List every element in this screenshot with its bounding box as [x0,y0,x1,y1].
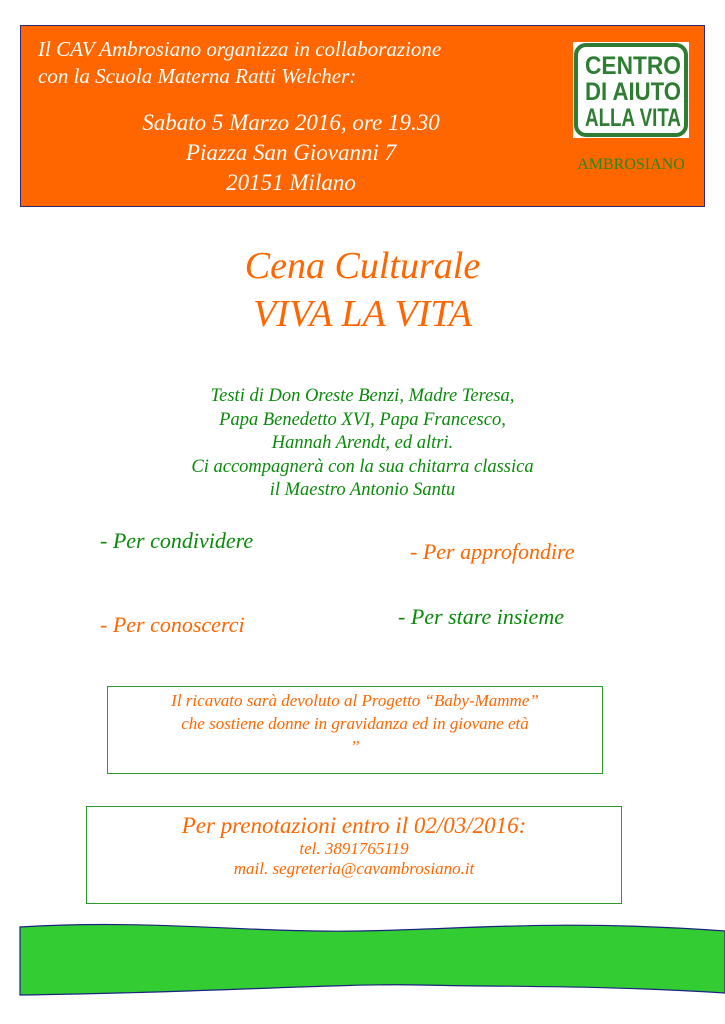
bullet-item: - Per conoscerci [100,612,245,637]
logo-subtitle: AMBROSIANO [577,156,685,173]
description-line: Hannah Arendt, ed altri. [271,433,454,453]
event-details [81,108,501,198]
bullet-item: - Per condividere [100,528,254,553]
title-line2: VIVA LA VITA [253,293,472,335]
event-city: 20151 Milano [226,170,356,195]
proceeds-line: Il ricavato sarà devoluto al Progetto “Baby-Mamme” [171,691,539,710]
intro-text [38,36,441,90]
logo-line: CENTRO [585,52,681,80]
event-address: Piazza San Giovanni 7 [185,140,397,165]
description-line: Ci accompagnerà con la sua chitarra classica [191,456,534,477]
proceeds-box [107,686,603,774]
booking-email: mail. segreteria@cavambrosiano.it [233,859,475,878]
booking-phone: tel. 3891765119 [299,839,409,858]
description-line: Papa Benedetto XVI, Papa Francesco, [219,409,506,430]
logo-line: DI AIUTO [585,78,681,106]
header-banner [20,25,705,207]
description-line: il Maestro Antonio Santu [269,480,456,500]
green-wave-banner [0,915,725,1005]
bullet-item: - Per approfondire [410,539,575,564]
logo-line: ALLA VITA [585,104,681,132]
intro-line: Il CAV Ambrosiano organizza in collaborazione [38,37,442,61]
booking-box [86,806,622,904]
bullet-item: - Per stare insieme [398,604,564,629]
description [0,385,725,503]
proceeds-line: ” [350,737,360,756]
title-line1: Cena Culturale [244,245,481,287]
event-date: Sabato 5 Marzo 2016, ore 19.30 [142,110,440,135]
cav-logo [573,42,689,138]
proceeds-line: che sostiene donne in gravidanza ed in giovane età [181,714,529,733]
booking-title: Per prenotazioni entro il 02/03/2016: [181,813,527,838]
intro-line: con la Scuola Materna Ratti Welcher: [38,64,357,88]
description-line: Testi di Don Oreste Benzi, Madre Teresa, [210,386,515,406]
